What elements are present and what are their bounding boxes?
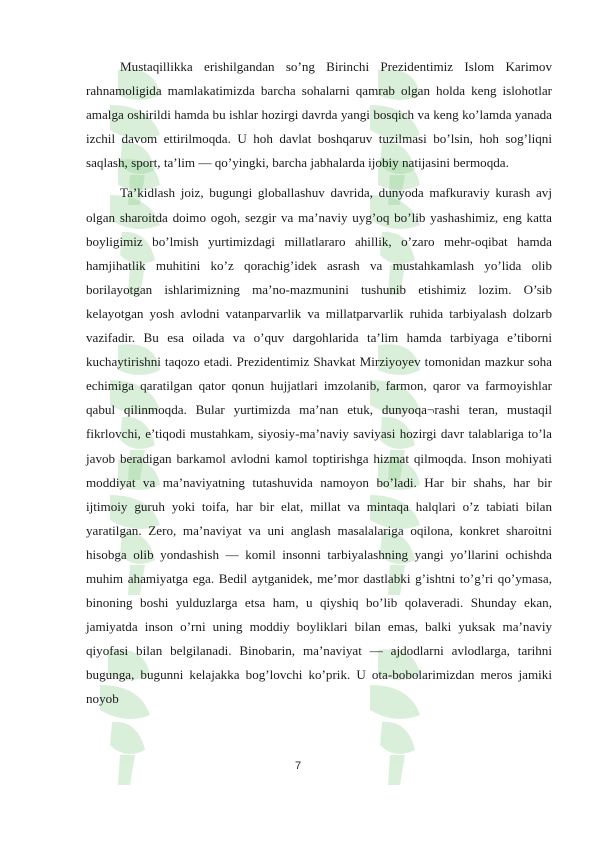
body-text [86, 55, 552, 712]
paragraph-2: Ta’kidlash joiz, bugungi globallashuv davrida, dunyoda mafkuraviy kurash avj olgan sharoitda doimo ogoh, sezgir va ma’naviy uyg’oq bo’lib yashashimiz, eng katta boyligimiz bo’lmish yurtimizdagi millatlararo ahillik, o’zaro mehr-oqibat hamda hamjihatlik muhitini ko’z qorachig’idek asrash va mustahkamlash yo’lida olib borilayotgan ishlarimizning ma’no-mazmunini tushunib etishimiz lozim. O’sib kelayotgan yosh avlodni vatanparvarlik va millatparvarlik ruhida tarbiyalash dolzarb vazifadir. Bu esa oilada va o’quv dargohlarida ta’lim hamda tarbiyaga e’tiborni kuchaytirishni taqozo etadi. Prezidentimiz Shavkat Mirziyoyev tomonidan mazkur soha echimiga qaratilgan qator qonun hujjatlari imzolanib, farmon, qaror va farmoyishlar qabul qilinmoqda. Bular yurtimizda ma’nan etuk, dunyoqa¬rashi teran, mustaqil fikrlovchi, e’tiqodi mustahkam, siyosiy-ma’naviy saviyasi hozirgi davr talablariga to’la javob beradigan barkamol avlodni kamol toptirishga hizmat qilmoqda. Inson mohiyati moddiyat va ma’naviyatning tutashuvida namoyon bo’ladi. Har bir shahs, har bir ijtimoiy guruh yoki toifa, har bir elat, millat va mintaqa halqlari o’z tabiati bilan yaratilgan. Zero, ma’naviyat va uni anglash masalalariga oqilona, konkret sharoitni hisobga olib yondashish — komil insonni tarbiyalashning yangi yo’llarini ochishda muhim ahamiyatga ega. Bedil aytganidek, me’mor dastlabki g’ishtni to’g’ri qo’ymasa, binoning boshi yulduzlarga etsa ham, u qiyshiq bo’lib qolaveradi. Shunday ekan, jamiyatda inson o’rni uning moddiy boyliklari bilan emas, balki yuksak ma’naviy qiyofasi bilan belgilanadi. Binobarin, ma’naviyat — ajdodlarni avlodlarga, tarihni bugunga, bugunni kelajakka bog’lovchi ko’prik. U ota-bobolarimizdan meros jamiki noyob [86, 185, 552, 707]
paragraph-1: Mustaqillikka erishilgandan so’ng Birinchi Prezidentimiz Islom Karimov rahnamoligida mamlakatimizda barcha sohalarni qamrab olgan holda keng islohotlar amalga oshirildi hamda bu ishlar hozirgi davrda yangi bosqich va keng ko’lamda yanada izchil davom ettirilmoqda. U hoh davlat boshqaruv tuzilmasi bo’lsin, hoh sog’liqni saqlash, sport, ta’lim — qo’yingki, barcha jabhalarda ijobiy natijasini bermoqda. [86, 59, 552, 171]
page-number: 7 [294, 760, 302, 772]
